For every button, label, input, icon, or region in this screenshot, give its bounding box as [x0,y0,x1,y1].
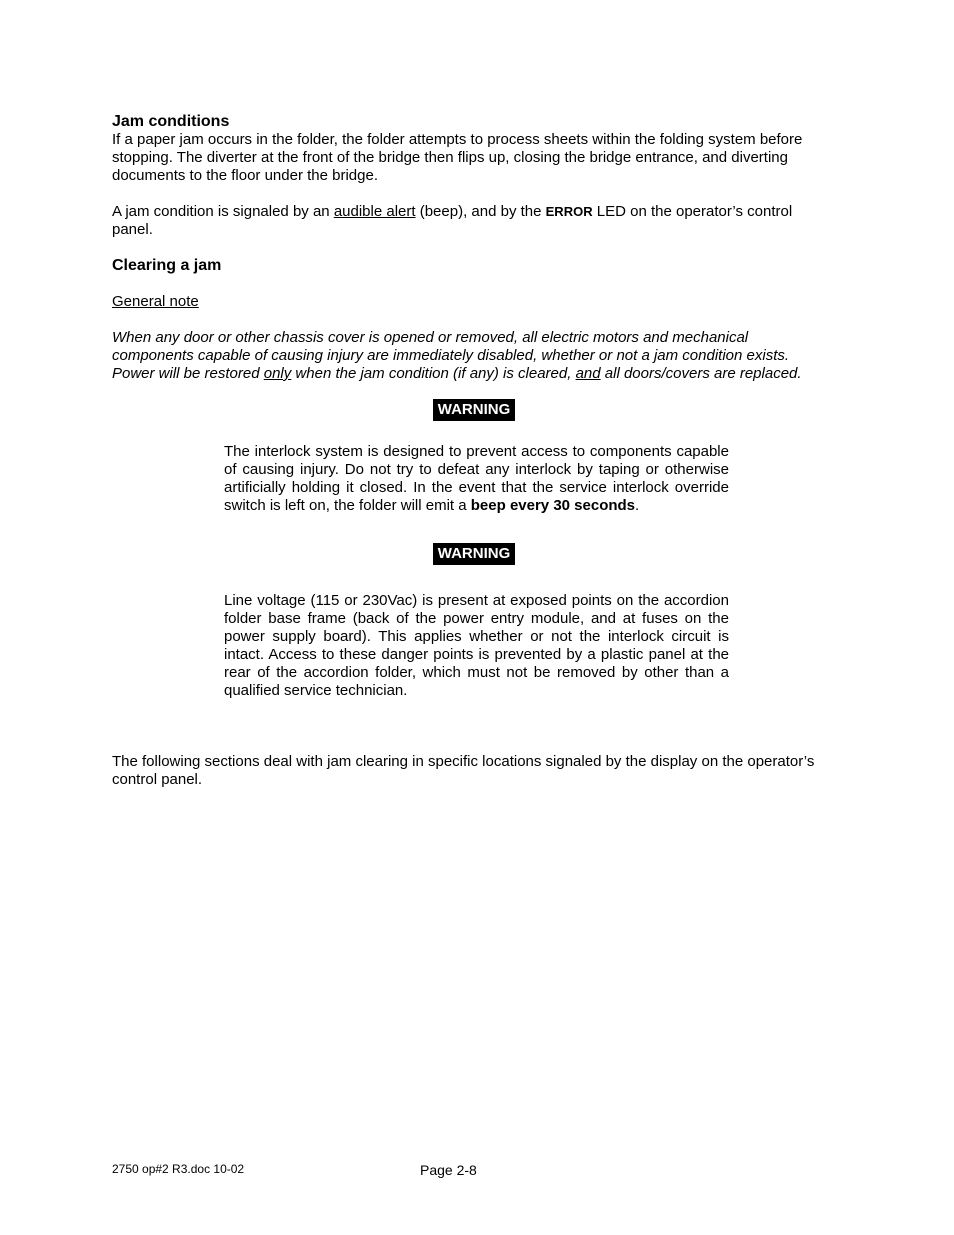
general-note-paragraph [112,329,834,383]
audible-alert-text: audible alert [333,203,416,220]
clearing-jam-heading: Clearing a jam [112,257,222,274]
warning-2-text: Line voltage (115 or 230Vac) is present at exposed points on the accordion folder base frame (back of the power entry module, and at fuses on the power supply board). This applies whether or not the interlock circuit is intact. Access to these danger points is prevented by a plastic panel at the rear of the accordion folder, which must not be removed by other than a qualified service technician. [224,592,729,699]
jam-signal-text-a: A jam condition is signaled by an [112,203,334,220]
footer-doc-id: 2750 op#2 R3.doc 10-02 [112,1162,245,1176]
jam-signal-paragraph [112,203,834,239]
closing-paragraph: The following sections deal with jam clearing in specific locations signaled by the display on the operator’s control panel. [112,753,815,788]
warning-1-wrap [112,399,834,421]
general-note-label: General note [112,293,199,310]
note-text-c: all doors/covers are replaced. [600,365,802,382]
footer-page-number: Page 2-8 [420,1162,477,1178]
warning-1-badge: WARNING [433,399,516,421]
warning-1-text-b: . [635,497,640,514]
warning-1-text-a: The interlock system is designed to prevent access to components capable of causing injury. Do not try to defeat any interlock by taping or otherwise artificially holding it closed. In the event that the service interlock override switch is left on, the folder will emit a [224,443,729,514]
jam-conditions-paragraph: If a paper jam occurs in the folder, the folder attempts to process sheets within the folding system before stopping. The diverter at the front of the bridge then flips up, closing the bridge entrance, and diverting documents to the floor under the bridge. [112,131,803,184]
document-page [112,113,834,789]
warning-1-text [224,443,729,515]
note-and-text: and [575,365,601,382]
warning-2-badge: WARNING [433,543,516,565]
note-only-text: only [263,365,292,382]
note-text-a: When any door or other chassis cover is opened or removed, all electric motors and mechanical components capable of causing injury are immediately disabled, whether or not a jam condition exists. Power will be restored [112,329,790,382]
note-text-b: when the jam condition (if any) is cleared, [291,365,576,382]
warning-2-wrap [112,543,834,565]
jam-signal-text-c: LED on the operator’s control panel. [112,203,793,238]
general-note-subtitle [112,293,834,311]
jam-conditions-heading: Jam conditions [112,113,230,130]
beep-interval-text: beep every 30 seconds [470,497,636,514]
error-led-label: ERROR [545,204,593,219]
jam-signal-text-b: (beep), and by the [415,203,546,220]
